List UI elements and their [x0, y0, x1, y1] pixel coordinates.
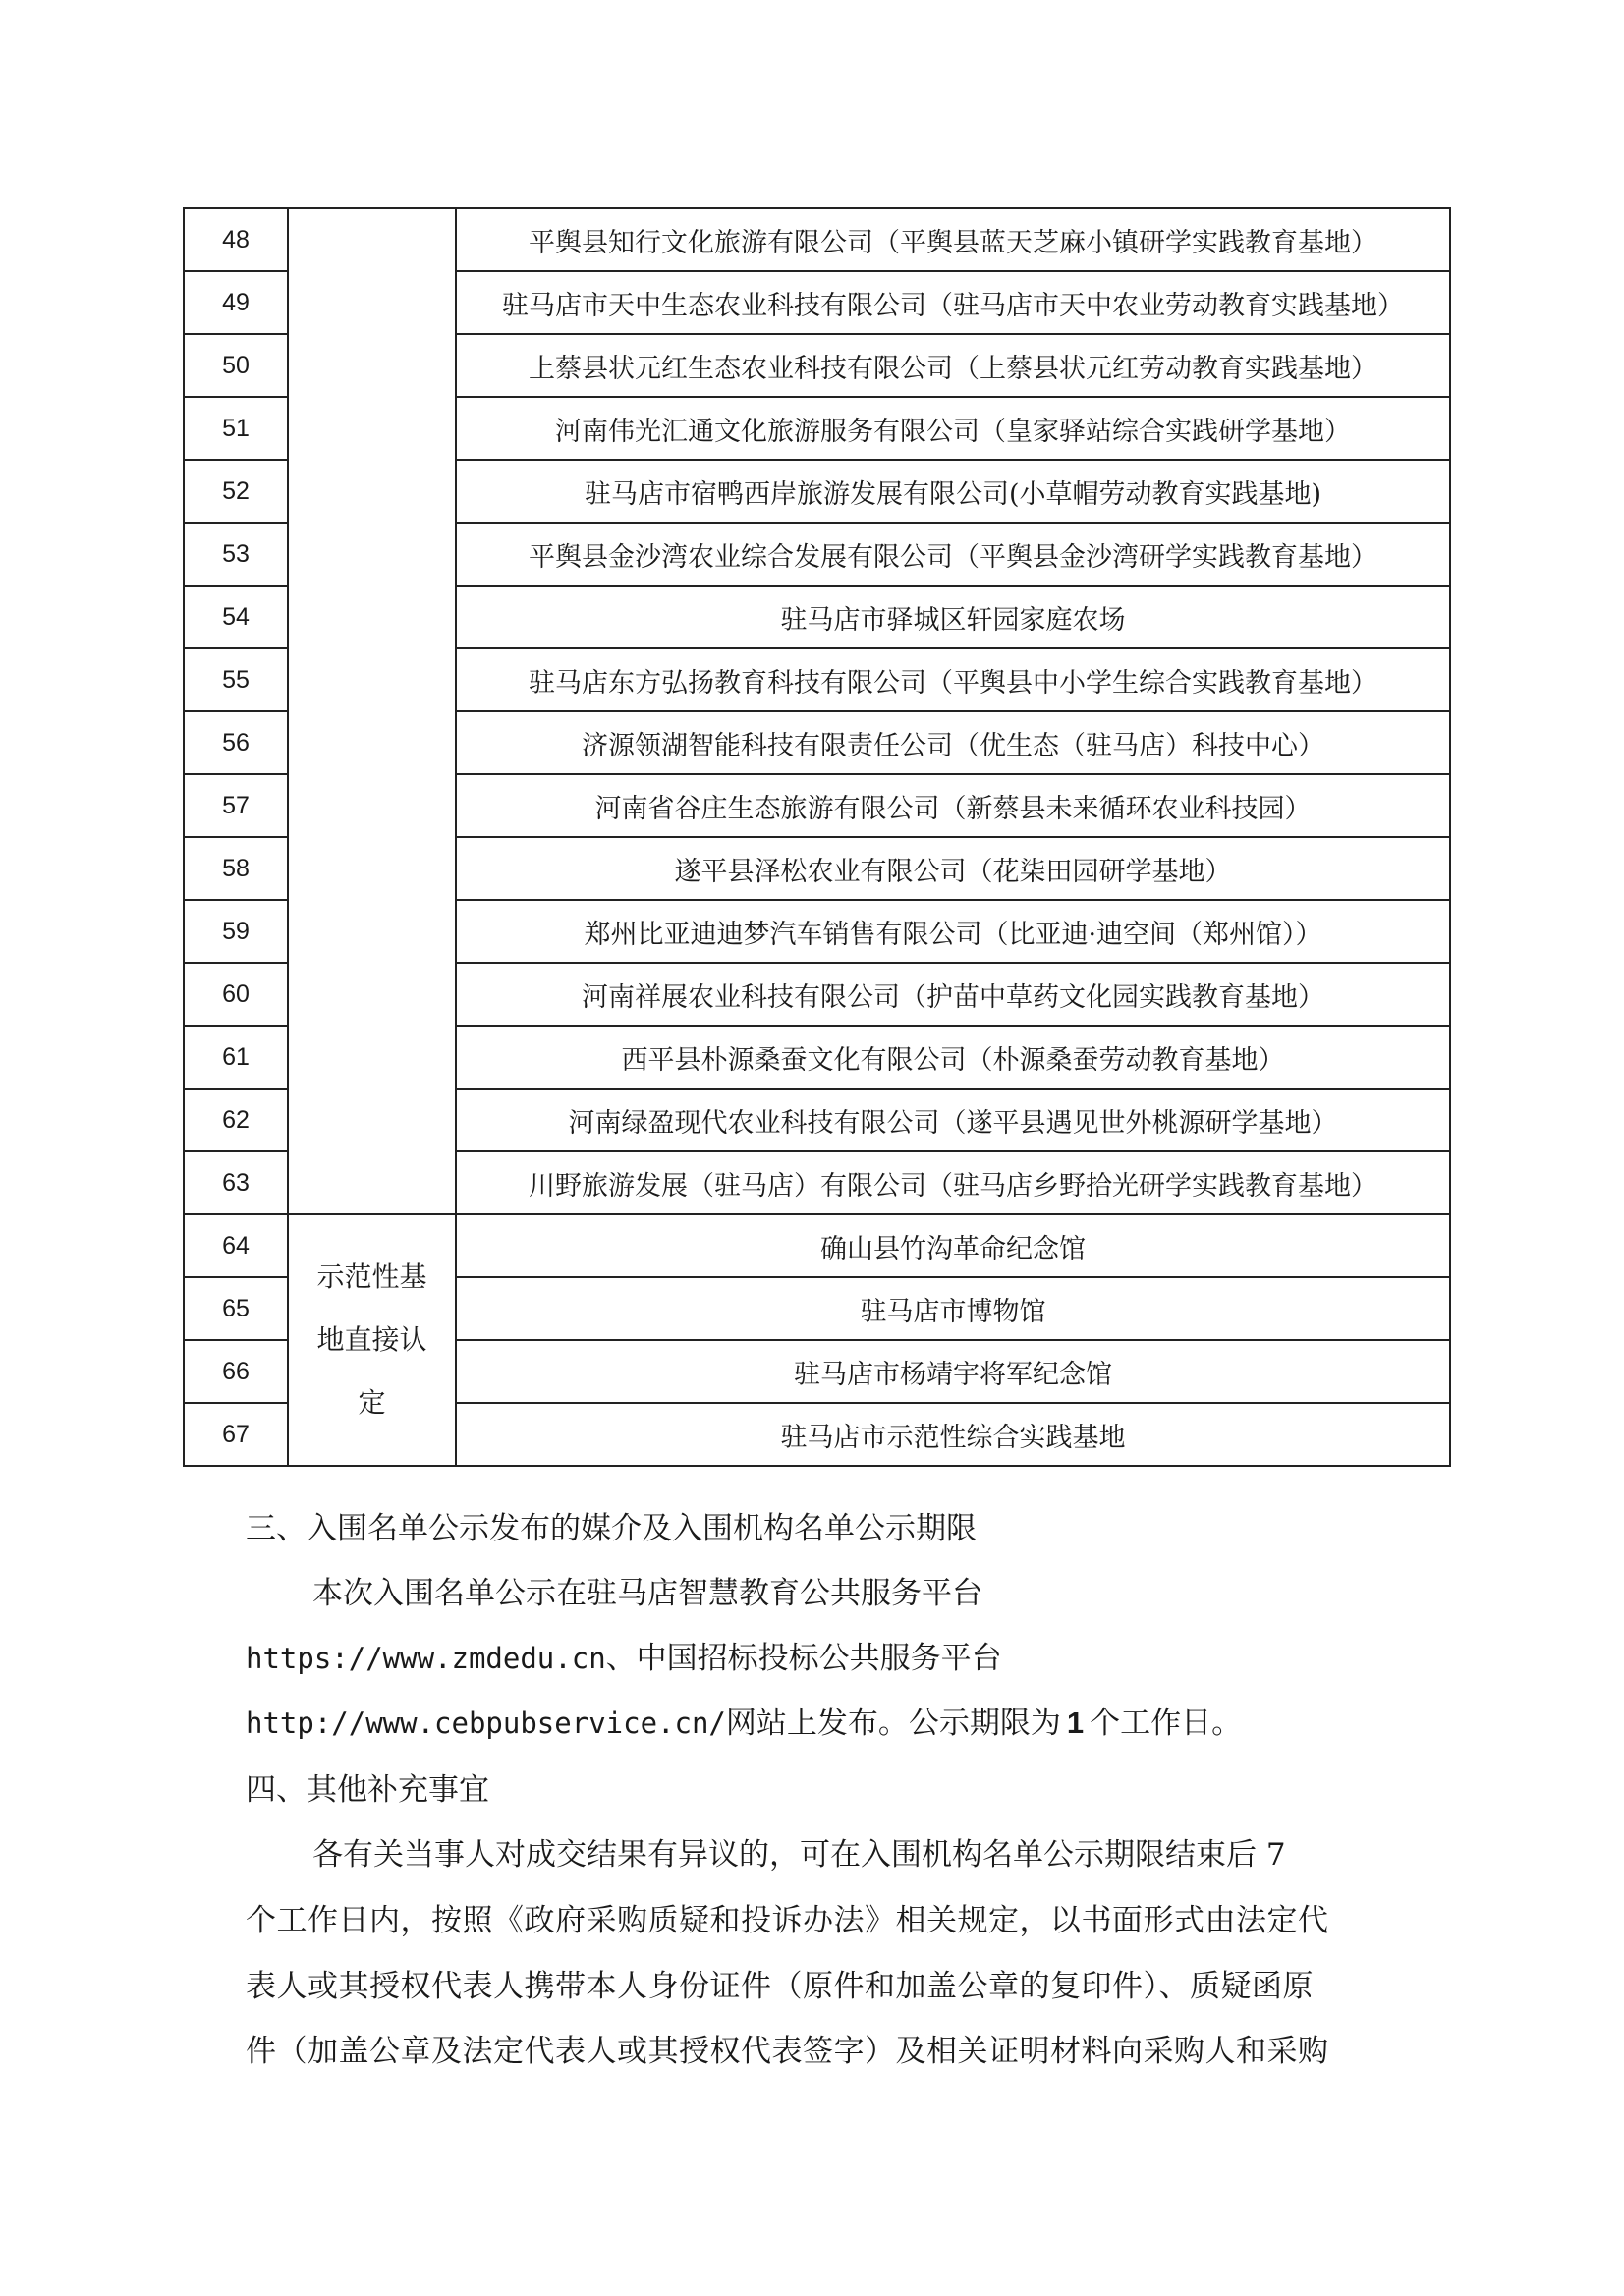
- institution-name: 平舆县金沙湾农业综合发展有限公司（平舆县金沙湾研学实践教育基地）: [456, 523, 1450, 586]
- table-body: [184, 208, 1450, 1466]
- category-line: 定: [358, 1386, 386, 1419]
- institution-name: 驻马店市天中生态农业科技有限公司（驻马店市天中农业劳动教育实践基地）: [456, 271, 1450, 334]
- row-number: 49: [184, 271, 288, 334]
- row-number: 56: [184, 711, 288, 774]
- institution-name: 上蔡县状元红生态农业科技有限公司（上蔡县状元红劳动教育实践基地）: [456, 334, 1450, 397]
- row-number: 58: [184, 837, 288, 900]
- row-number: 48: [184, 208, 288, 271]
- row-number: 66: [184, 1340, 288, 1403]
- institution-name: 川野旅游发展（驻马店）有限公司（驻马店乡野拾光研学实践教育基地）: [456, 1151, 1450, 1214]
- section3-line1: 本次入围名单公示在驻马店智慧教育公共服务平台: [312, 1576, 982, 1611]
- section4-line: 各有关当事人对成交结果有异议的，可在入围机构名单公示期限结束后 7: [312, 1837, 1286, 1873]
- section3-line3-text: 网站上发布。公示期限为: [725, 1706, 1061, 1741]
- institution-name: 遂平县泽松农业有限公司（花柒田园研学基地）: [456, 837, 1450, 900]
- institution-name: 驻马店东方弘扬教育科技有限公司（平舆县中小学生综合实践教育基地）: [456, 648, 1450, 711]
- institution-name: 平舆县知行文化旅游有限公司（平舆县蓝天芝麻小镇研学实践教育基地）: [456, 208, 1450, 271]
- institution-name: 确山县竹沟革命纪念馆: [456, 1214, 1450, 1277]
- cebpubservice-link[interactable]: http://www.cebpubservice.cn/: [246, 1707, 726, 1740]
- institution-name: 驻马店市宿鸭西岸旅游发展有限公司(小草帽劳动教育实践基地): [456, 460, 1450, 523]
- section3-line3: [246, 1698, 1242, 1742]
- institution-name: 郑州比亚迪迪梦汽车销售有限公司（比亚迪·迪空间（郑州馆））: [456, 900, 1450, 963]
- category-line: 示范性基: [316, 1260, 427, 1293]
- institution-name: 河南绿盈现代农业科技有限公司（遂平县遇见世外桃源研学基地）: [456, 1089, 1450, 1151]
- section3-line3-end: 个工作日。: [1090, 1706, 1243, 1741]
- row-number: 52: [184, 460, 288, 523]
- section3-line2: [246, 1633, 1002, 1677]
- category-cell-empty: [288, 208, 456, 1214]
- section3-heading: 三、入围名单公示发布的媒介及入围机构名单公示期限: [246, 1511, 977, 1546]
- row-number: 54: [184, 586, 288, 648]
- institution-table: [183, 207, 1451, 1467]
- row-number: 57: [184, 774, 288, 837]
- institution-name: 济源领湖智能科技有限责任公司（优生态（驻马店）科技中心）: [456, 711, 1450, 774]
- row-number: 55: [184, 648, 288, 711]
- institution-name: 驻马店市示范性综合实践基地: [456, 1403, 1450, 1466]
- zmdedu-link[interactable]: https://www.zmdedu.cn: [246, 1642, 606, 1675]
- row-number: 60: [184, 963, 288, 1026]
- row-number: 53: [184, 523, 288, 586]
- institution-name: 河南伟光汇通文化旅游服务有限公司（皇家驿站综合实践研学基地）: [456, 397, 1450, 460]
- institution-name: 驻马店市博物馆: [456, 1277, 1450, 1340]
- row-number: 61: [184, 1026, 288, 1089]
- section4-line: 表人或其授权代表人携带本人身份证件（原件和加盖公章的复印件）、质疑函原: [246, 1969, 1314, 2004]
- row-number: 62: [184, 1089, 288, 1151]
- table-row: [184, 208, 1450, 271]
- row-number: 64: [184, 1214, 288, 1277]
- section4-heading: 四、其他补充事宜: [246, 1772, 489, 1808]
- section3-line2-text: 、中国招标投标公共服务平台: [605, 1641, 1002, 1676]
- row-number: 50: [184, 334, 288, 397]
- row-number: 59: [184, 900, 288, 963]
- table-row: [184, 1214, 1450, 1277]
- publicity-days: 1: [1066, 1706, 1085, 1740]
- institution-name: 西平县朴源桑蚕文化有限公司（朴源桑蚕劳动教育基地）: [456, 1026, 1450, 1089]
- institution-name: 河南省谷庄生态旅游有限公司（新蔡县未来循环农业科技园）: [456, 774, 1450, 837]
- section4-line: 个工作日内，按照《政府采购质疑和投诉办法》相关规定，以书面形式由法定代: [246, 1903, 1329, 1938]
- results-table: [183, 207, 1451, 1467]
- institution-name: 驻马店市杨靖宇将军纪念馆: [456, 1340, 1450, 1403]
- row-number: 51: [184, 397, 288, 460]
- row-number: 63: [184, 1151, 288, 1214]
- institution-name: 驻马店市驿城区轩园家庭农场: [456, 586, 1450, 648]
- category-cell: [288, 1214, 456, 1466]
- category-line: 地直接认: [316, 1323, 427, 1356]
- section4-line: 件（加盖公章及法定代表人或其授权代表签字）及相关证明材料向采购人和采购: [246, 2034, 1329, 2069]
- institution-name: 河南祥展农业科技有限公司（护苗中草药文化园实践教育基地）: [456, 963, 1450, 1026]
- row-number: 65: [184, 1277, 288, 1340]
- row-number: 67: [184, 1403, 288, 1466]
